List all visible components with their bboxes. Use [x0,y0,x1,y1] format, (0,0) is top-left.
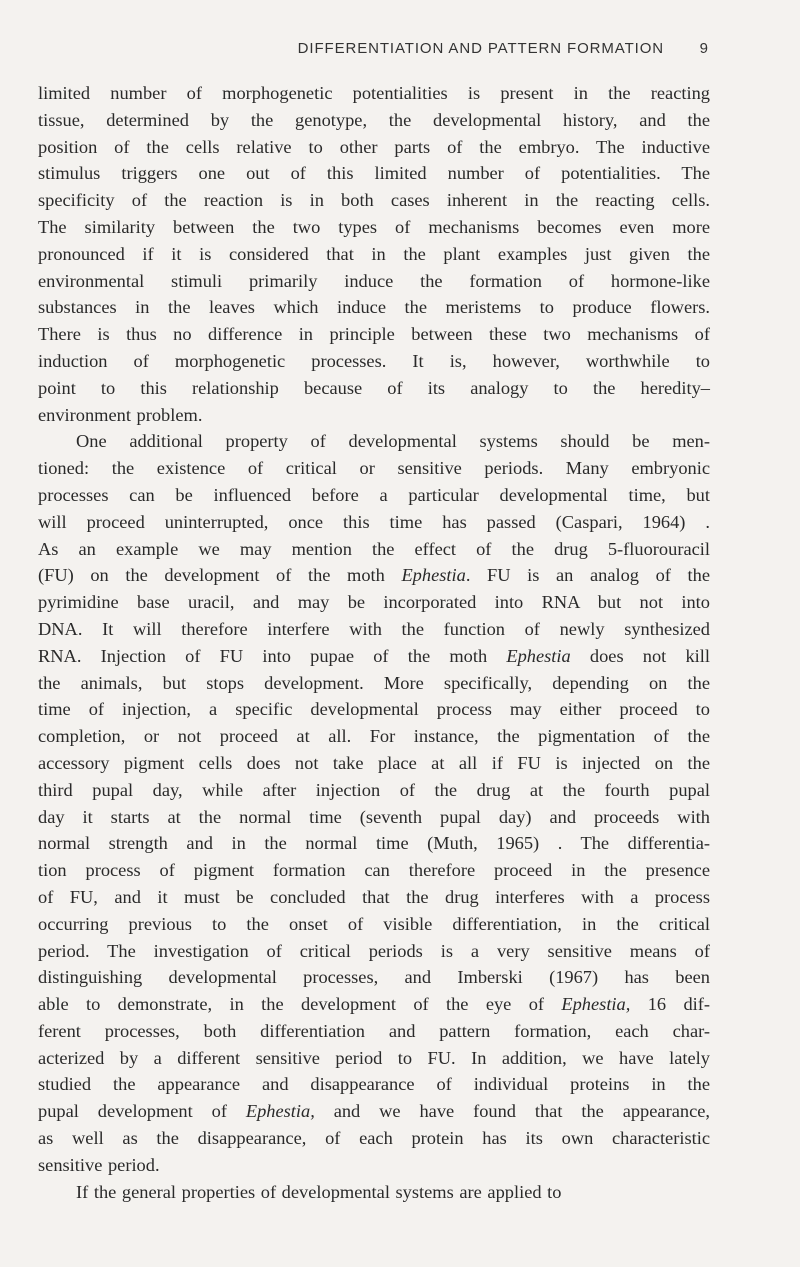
text-line: substances in the leaves which induce the meristems to produce flowers. [38,297,710,318]
running-head [0,40,800,64]
text-line: tissue, determined by the genotype, the developmental history, and the [38,109,710,130]
text-line: of FU, and it must be concluded that the drug interferes with a process [38,886,710,907]
text-line: tioned: the existence of critical or sensitive periods. Many embryonic [38,458,710,479]
text-line [38,643,710,670]
text-line: specificity of the reaction is in both cases inherent in the reacting cells. [38,190,710,211]
text-line: point to this relationship because of its analogy to the heredity– [38,377,710,398]
text-line: will proceed uninterrupted, once this time has passed (Caspari, 1964) . [38,511,710,532]
text-line: induction of morphogenetic processes. It is, however, worthwhile to [38,350,710,371]
text-segment: does not kill [570,645,710,666]
text-line: sensitive period. [38,1154,160,1175]
text-segment: and we have found that the appearance, [314,1101,710,1122]
text-line: day it starts at the normal time (seventh pupal day) and proceeds with [38,806,710,827]
text-line: period. The investigation of critical periods is a very sensitive means of [38,940,710,961]
text-line [38,991,710,1018]
text-line: the animals, but stops development. More specifically, depending on the [38,672,710,693]
running-title: DIFFERENTIATION AND PATTERN FORMATION [297,40,664,57]
italic-term: Ephestia, [561,994,631,1015]
text-line: stimulus triggers one out of this limited number of potentialities. The [38,163,710,184]
text-line: completion, or not proceed at all. For instance, the pigmentation of the [38,726,710,747]
text-line: One additional property of developmental systems should be men- [76,431,710,452]
text-line: acterized by a different sensitive period to FU. In addition, we have lately [38,1047,710,1068]
text-line: As an example we may mention the effect of the drug 5-fluorouracil [38,538,710,559]
text-line [38,562,710,589]
text-segment: pupal development of [38,1101,246,1122]
text-line: accessory pigment cells does not take place at all if FU is injected on the [38,752,710,773]
text-line: position of the cells relative to other parts of the embryo. The inductive [38,136,710,157]
text-segment: able to demonstrate, in the development of the eye of [38,994,562,1015]
text-line: ferent processes, both differentiation and pattern formation, each char- [38,1020,710,1041]
text-line: The similarity between the two types of mechanisms becomes even more [38,216,710,237]
text-line: limited number of morphogenetic potentialities is present in the reacting [38,83,710,103]
text-line: as well as the disappearance, of each protein has its own characteristic [38,1128,710,1149]
italic-term: Ephestia, [245,1101,315,1122]
text-segment: RNA. Injection of FU into pupae of the moth [38,645,507,666]
text-line: third pupal day, while after injection of the drug at the fourth pupal [38,779,710,800]
text-line: There is thus no difference in principle between these two mechanisms of [38,324,710,345]
text-line: time of injection, a specific developmental process may either proceed to [38,699,710,720]
text-line [38,1098,710,1125]
text-line: If the general properties of developmental systems are applied to [76,1181,562,1202]
text-line: occurring previous to the onset of visible differentiation, in the critical [38,913,710,934]
text-line: environment problem. [38,404,203,425]
text-line: environmental stimuli primarily induce the formation of hormone-like [38,270,710,291]
text-line: pronounced if it is considered that in the plant examples just given the [38,243,710,264]
text-line: tion process of pigment formation can therefore proceed in the presence [38,860,710,881]
text-line: pyrimidine base uracil, and may be incorporated into RNA but not into [38,592,710,613]
text-line: DNA. It will therefore interfere with the function of newly synthesized [38,618,710,639]
text-segment: . FU is an analog of the [465,565,710,586]
page-number: 9 [699,40,708,57]
text-line: normal strength and in the normal time (Muth, 1965) . The differentia- [38,833,710,854]
body-text [38,80,710,1205]
text-segment: (FU) on the development of the moth [38,565,402,586]
italic-term: Ephestia [401,565,466,586]
text-line: processes can be influenced before a particular developmental time, but [38,484,710,505]
text-line: distinguishing developmental processes, and Imberski (1967) has been [38,967,710,988]
text-segment: 16 dif- [630,994,711,1015]
italic-term: Ephestia [506,645,571,666]
text-line: studied the appearance and disappearance of individual proteins in the [38,1074,710,1095]
